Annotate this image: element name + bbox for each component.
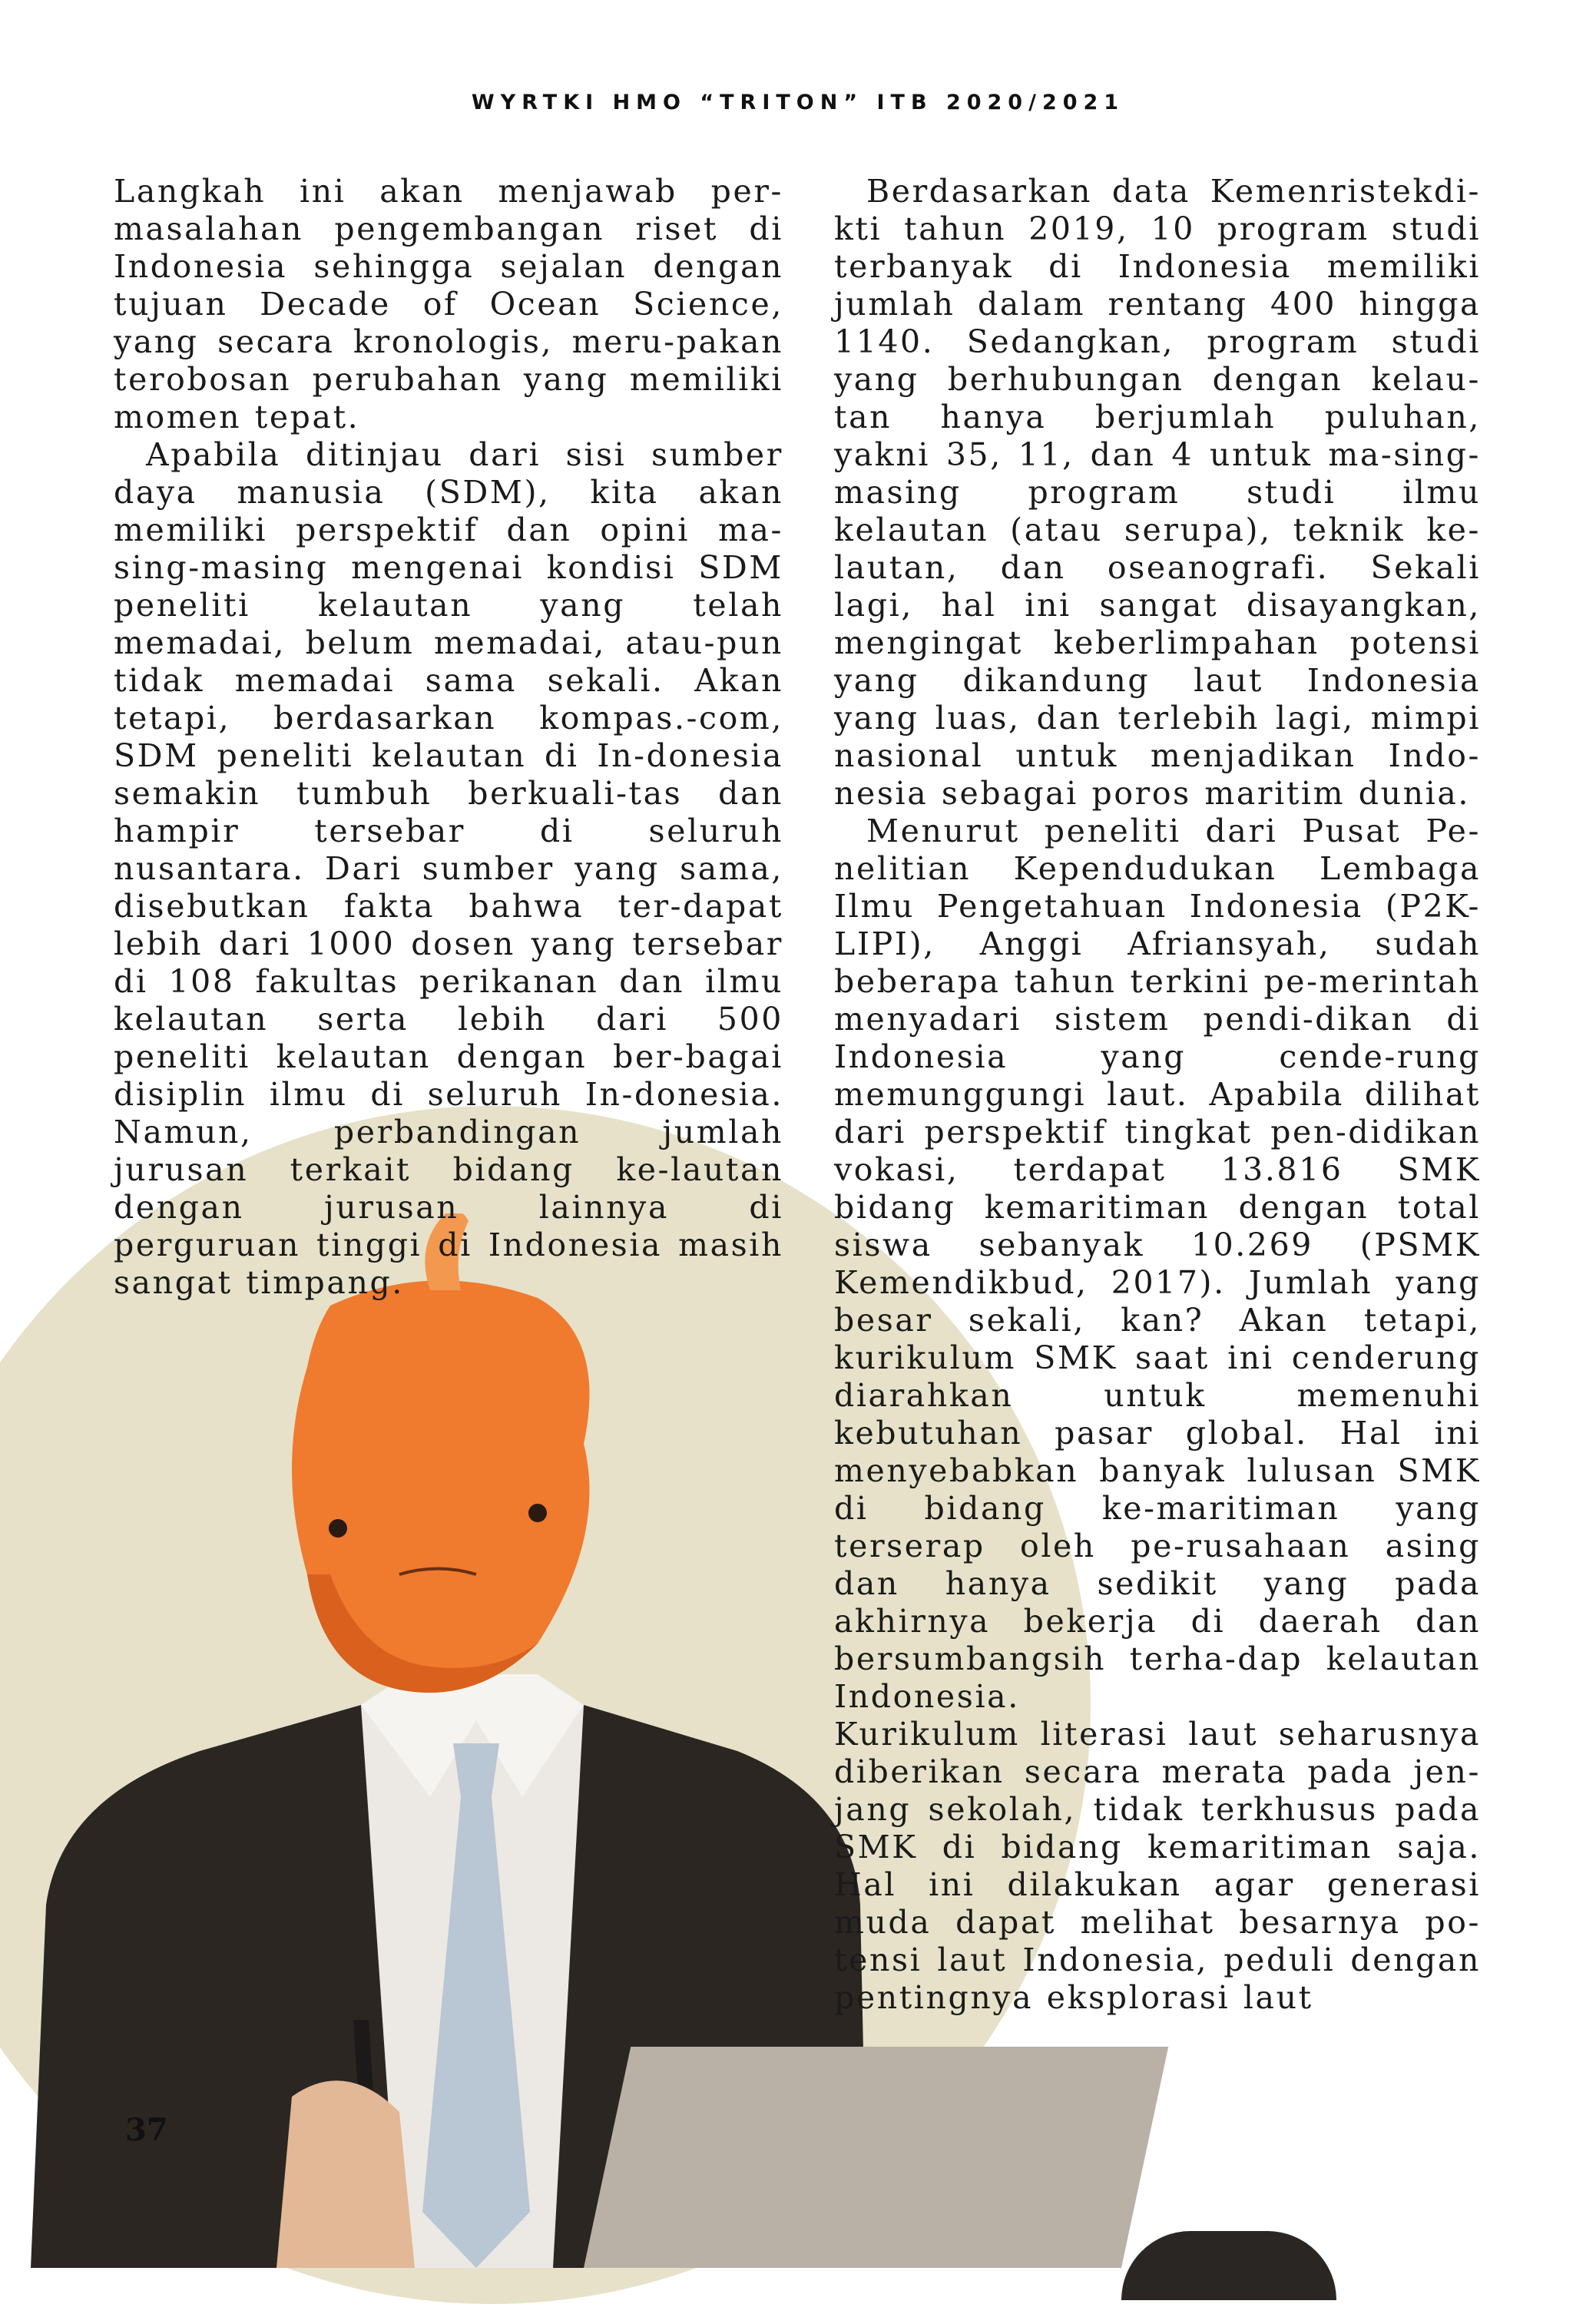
- right-text-column: [834, 173, 1481, 2017]
- page-number: 37: [125, 2112, 168, 2148]
- laptop-illustration: [584, 2047, 1168, 2268]
- right-paragraph-2: Menurut peneliti dari Pusat Pe-nelitian Kependudukan Lembaga Ilmu Pengetahuan Indonesia (P2K-LIPI), Anggi Afriansyah, sudah beberapa tahun terkini pe-merintah menyadari sistem pendi-dikan di Indonesia yang cende-rung memunggungi laut. Apabila dilihat dari perspektif tingkat pen-didikan vokasi, terdapat 13.816 SMK bidang kemaritiman dengan total siswa sebanyak 10.269 (PSMK Kemendikbud, 2017). Jumlah yang besar sekali, kan? Akan tetapi, kurikulum SMK saat ini cenderung diarahkan untuk memenuhi kebutuhan pasar global. Hal ini menyebabkan banyak lulusan SMK di bidang ke-maritiman yang terserap oleh pe-rusahaan asing dan hanya sedikit yang pada akhirnya bekerja di daerah dan bersumbangsih terha-dap kelautan Indonesia.: [834, 813, 1481, 1715]
- hand: [276, 2081, 415, 2268]
- left-text-column: [114, 173, 783, 1302]
- fish-eye-right: [528, 1504, 547, 1522]
- camera-lens-illustration: [1121, 2231, 1336, 2300]
- running-header: WYRTKI HMO “TRITON” ITB 2020/2021: [471, 91, 1125, 114]
- right-paragraph-3: Kurikulum literasi laut seharusnya diberikan secara merata pada jen-jang sekolah, tidak terkhusus pada SMK di bidang kemaritiman saja. Hal ini dilakukan agar generasi muda dapat melihat besarnya po-tensi laut Indonesia, peduli dengan pentingnya eksplorasi laut: [834, 1716, 1481, 2016]
- fish-eye-left: [329, 1519, 347, 1538]
- right-paragraph-1: Berdasarkan data Kemenristekdi-kti tahun 2019, 10 program studi terbanyak di Indonesia memiliki jumlah dalam rentang 400 hingga 1140. Sedangkan, program studi yang berhubungan dengan kelau-tan hanya berjumlah puluhan, yakni 35, 11, dan 4 untuk ma-sing-masing program studi ilmu kelautan (atau serupa), teknik ke-lautan, dan oseanografi. Sekali lagi, hal ini sangat disayangkan, mengingat keberlimpahan potensi yang dikandung laut Indonesia yang luas, dan terlebih lagi, mimpi nasional untuk menjadikan Indo-nesia sebagai poros maritim dunia.: [834, 173, 1481, 812]
- left-paragraph-1: Langkah ini akan menjawab per-masalahan pengembangan riset di Indonesia sehingga sejalan dengan tujuan Decade of Ocean Science, yang secara kronologis, meru-pakan terobosan perubahan yang memiliki momen tepat.: [114, 173, 783, 435]
- left-paragraph-2: Apabila ditinjau dari sisi sumber daya manusia (SDM), kita akan memiliki perspektif dan opini ma-sing-masing mengenai kondisi SDM peneliti kelautan yang telah memadai, belum memadai, atau-pun tidak memadai sama sekali. Akan tetapi, berdasarkan kompas.-com, SDM peneliti kelautan di In-donesia semakin tumbuh berkuali-tas dan hampir tersebar di seluruh nusantara. Dari sumber yang sama, disebutkan fakta bahwa ter-dapat lebih dari 1000 dosen yang tersebar di 108 fakultas perikanan dan ilmu kelautan serta lebih dari 500 peneliti kelautan dengan ber-bagai disiplin ilmu di seluruh In-donesia. Namun, perbandingan jumlah jurusan terkait bidang ke-lautan dengan jurusan lainnya di perguruan tinggi di Indonesia masih sangat timpang.: [114, 436, 783, 1301]
